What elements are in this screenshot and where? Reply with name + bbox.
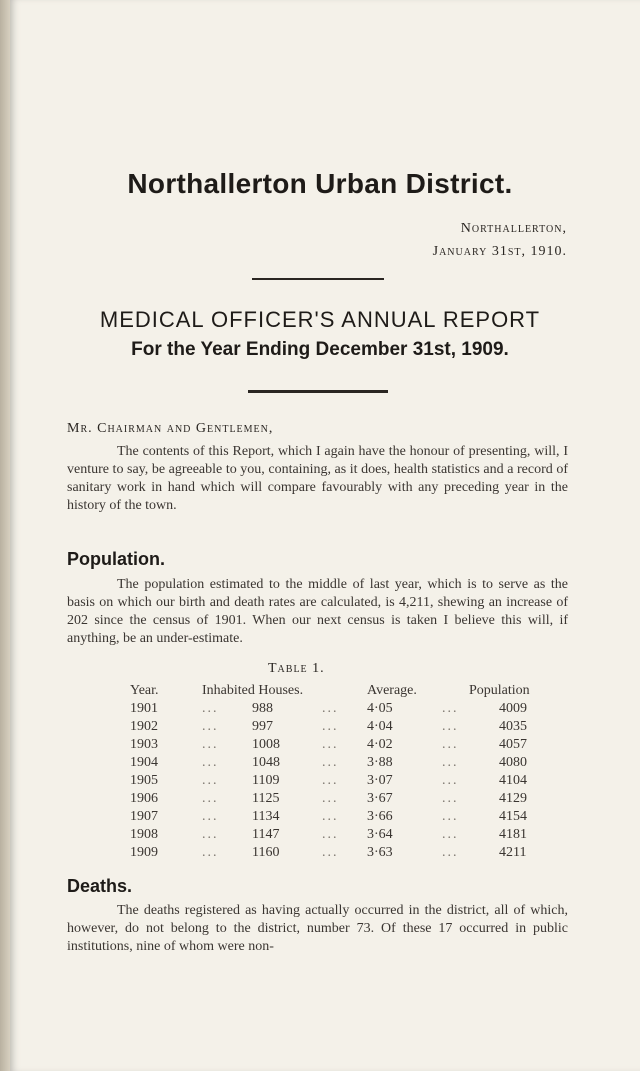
cell-average: 3·63 — [367, 845, 393, 860]
table-row — [67, 773, 567, 791]
leader-dots: ... — [202, 809, 219, 824]
place-line: Northallerton, — [460, 221, 567, 236]
table-row — [67, 827, 567, 845]
leader-dots: ... — [322, 719, 339, 734]
document-title: Northallerton Urban District. — [127, 168, 513, 199]
leader-dots: ... — [442, 719, 459, 734]
leader-dots: ... — [442, 701, 459, 716]
header-population: Population — [469, 683, 530, 698]
table-row — [67, 701, 567, 719]
leader-dots: ... — [442, 827, 459, 842]
section-heading-deaths: Deaths. — [67, 876, 133, 896]
cell-year: 1903 — [130, 737, 158, 752]
leader-dots: ... — [442, 773, 459, 788]
leader-dots: ... — [202, 827, 219, 842]
cell-year: 1909 — [130, 845, 158, 860]
table-row — [67, 737, 567, 755]
cell-population: 4129 — [499, 791, 527, 806]
cell-average: 3·07 — [367, 773, 393, 788]
salutation: Mr. Chairman and Gentlemen, — [67, 421, 274, 436]
cell-population: 4211 — [499, 845, 527, 860]
leader-dots: ... — [202, 773, 219, 788]
leader-dots: ... — [442, 755, 459, 770]
header-average: Average. — [367, 683, 417, 698]
cell-year: 1902 — [130, 719, 158, 734]
cell-population: 4057 — [499, 737, 527, 752]
divider-bottom — [248, 390, 388, 393]
cell-houses: 1134 — [252, 809, 280, 824]
cell-population: 4080 — [499, 755, 527, 770]
header-year: Year. — [130, 683, 159, 698]
cell-houses: 988 — [252, 701, 273, 716]
table-row — [67, 845, 567, 863]
intro-paragraph: The contents of this Report, which I again have the honour of presenting, will, I venture to say, be agreeable to you, containing, as it does, health statistics and a record of sanitary work in hand which will compare favourably with any preceding year in the history of the town. — [67, 444, 568, 513]
cell-population: 4104 — [499, 773, 527, 788]
table-row — [67, 719, 567, 737]
leader-dots: ... — [322, 809, 339, 824]
leader-dots: ... — [202, 755, 219, 770]
leader-dots: ... — [202, 737, 219, 752]
deaths-paragraph: The deaths registered as having actually occurred in the district, all of which, however, do not belong to the district, number 73. Of these 17 occurred in public institutions, nine of whom were non- — [67, 903, 568, 954]
book-spine — [0, 0, 10, 1071]
cell-population: 4181 — [499, 827, 527, 842]
leader-dots: ... — [322, 845, 339, 860]
population-table — [67, 683, 567, 863]
cell-average: 4·02 — [367, 737, 393, 752]
table-row — [67, 755, 567, 773]
cell-population: 4154 — [499, 809, 527, 824]
table-body — [67, 701, 567, 863]
population-paragraph: The population estimated to the middle of last year, which is to serve as the basis on which our birth and death rates are calculated, is 4,211, shewing an increase of 202 since the census of 1901. When our next census is taken I believe this will, if anything, be an under-estimate. — [67, 577, 568, 646]
cell-year: 1901 — [130, 701, 158, 716]
cell-houses: 1125 — [252, 791, 280, 806]
leader-dots: ... — [442, 809, 459, 824]
cell-average: 3·88 — [367, 755, 393, 770]
table-row — [67, 791, 567, 809]
report-heading: MEDICAL OFFICER'S ANNUAL REPORT — [99, 307, 541, 332]
divider-top — [252, 278, 384, 280]
leader-dots: ... — [322, 755, 339, 770]
table-header-row — [67, 683, 567, 701]
leader-dots: ... — [442, 737, 459, 752]
cell-population: 4035 — [499, 719, 527, 734]
cell-year: 1905 — [130, 773, 158, 788]
leader-dots: ... — [322, 773, 339, 788]
cell-houses: 1160 — [252, 845, 280, 860]
date-line: January 31st, 1910. — [432, 244, 567, 259]
leader-dots: ... — [322, 827, 339, 842]
leader-dots: ... — [202, 701, 219, 716]
leader-dots: ... — [322, 701, 339, 716]
section-heading-population: Population. — [67, 549, 165, 569]
cell-average: 3·67 — [367, 791, 393, 806]
cell-year: 1907 — [130, 809, 158, 824]
table-caption: Table 1. — [268, 661, 325, 676]
cell-houses: 997 — [252, 719, 273, 734]
cell-year: 1906 — [130, 791, 158, 806]
cell-year: 1908 — [130, 827, 158, 842]
cell-average: 4·04 — [367, 719, 393, 734]
cell-year: 1904 — [130, 755, 158, 770]
cell-houses: 1048 — [252, 755, 280, 770]
cell-average: 3·66 — [367, 809, 393, 824]
leader-dots: ... — [202, 719, 219, 734]
cell-average: 3·64 — [367, 827, 393, 842]
report-subheading: For the Year Ending December 31st, 1909. — [131, 339, 509, 360]
cell-houses: 1109 — [252, 773, 280, 788]
leader-dots: ... — [442, 845, 459, 860]
header-houses: Inhabited Houses. — [202, 683, 304, 698]
cell-houses: 1008 — [252, 737, 280, 752]
table-row — [67, 809, 567, 827]
leader-dots: ... — [322, 791, 339, 806]
leader-dots: ... — [202, 791, 219, 806]
leader-dots: ... — [442, 791, 459, 806]
cell-population: 4009 — [499, 701, 527, 716]
cell-average: 4·05 — [367, 701, 393, 716]
leader-dots: ... — [202, 845, 219, 860]
leader-dots: ... — [322, 737, 339, 752]
cell-houses: 1147 — [252, 827, 280, 842]
